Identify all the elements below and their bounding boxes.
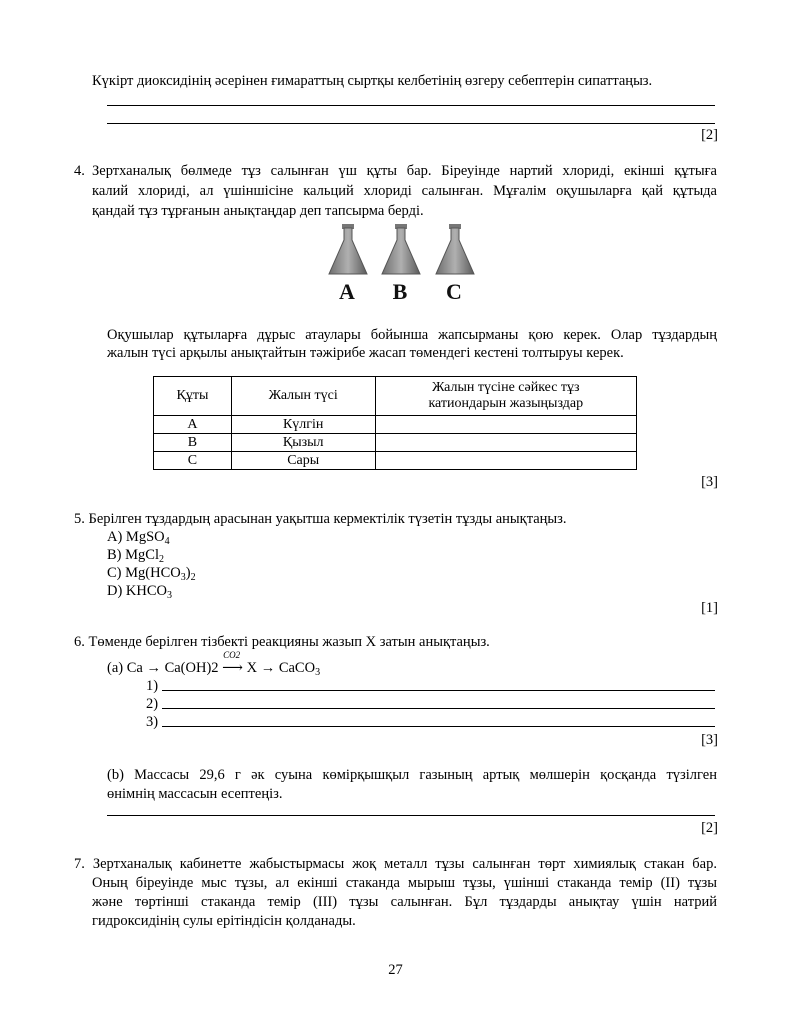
table-header-row xyxy=(154,377,637,416)
q4-para-1: Оқушылар құтыларға дұрыс атаулары бойынша жапсырманы қою керек. Олар тұздардың xyxy=(107,327,717,343)
flask-label-a: A xyxy=(339,279,355,302)
cell-color: Қызыл xyxy=(231,434,375,452)
flask-c-icon xyxy=(436,224,474,274)
answer-line[interactable] xyxy=(107,123,715,124)
flask-label-b: B xyxy=(392,279,408,302)
answer-line[interactable] xyxy=(107,105,715,106)
q5-marks: [1] xyxy=(701,600,718,616)
answer-line[interactable] xyxy=(162,708,715,709)
q4-marks: [3] xyxy=(701,474,718,490)
q5-option-d[interactable]: D) $KHCO_3$ xyxy=(107,583,173,601)
blank-label-1: 1) xyxy=(146,678,159,694)
q4-para-2: жалын түсі арқылы анықтайтын тәжірибе жасап төмендегі кестені толтыруы керек. xyxy=(107,345,624,361)
q4-number: 4. xyxy=(74,163,85,179)
cell-flask: B xyxy=(154,434,232,452)
answer-line[interactable] xyxy=(107,815,715,816)
q5-option-a[interactable]: A) MgSO$_4$ xyxy=(107,529,170,547)
header-cations: Жалын түсіне сәйкес тұз катиондарын жазыңыздар xyxy=(375,377,636,416)
co2-label: CO2 xyxy=(223,650,241,660)
cell-answer[interactable] xyxy=(375,434,636,452)
header-flame-color: Жалын түсі xyxy=(231,377,375,416)
table-row xyxy=(154,416,637,434)
header-flask: Құты xyxy=(154,377,232,416)
q7-line-2: Оның біреуінде мыс тұзы, ал екінші стаканда мырыш тұзы, үшінші стаканда темір (II) тұзы xyxy=(92,875,717,891)
q6-text: 6. Төменде берілген тізбекті реакцияны жазып X затын анықтаңыз. xyxy=(74,634,490,650)
flasks-illustration xyxy=(328,222,478,302)
page-number: 27 xyxy=(388,962,403,978)
answer-line[interactable] xyxy=(162,726,715,727)
blank-label-3: 3) xyxy=(146,714,159,730)
q7-line-4: гидроксидінің сулы ерітіндісін қолданады. xyxy=(92,913,356,929)
cell-color: Күлгін xyxy=(231,416,375,434)
flask-label-c: C xyxy=(446,279,462,302)
q6a-marks: [3] xyxy=(701,732,718,748)
answer-line[interactable] xyxy=(162,690,715,691)
q4-line-1: Зертханалық бөлмеде тұз салынған үш құты бар. Біреуінде нартий хлориді, екінші құтыға xyxy=(92,163,717,179)
q3-marks: [2] xyxy=(701,127,718,143)
cell-flask: A xyxy=(154,416,232,434)
q6b-marks: [2] xyxy=(701,820,718,836)
q6b-line-2: өнімнің массасын есептеңіз. xyxy=(107,786,283,802)
blank-label-2: 2) xyxy=(146,696,159,712)
q6b-line-1: (b) Массасы 29,6 г әк суына көмірқышқыл газының артық мөлшерін қосқанда түзілген xyxy=(107,767,717,783)
q6-chain: (a) Ca → Ca(OH)2 CO2 ⟶ X → CaCO$_3$ xyxy=(107,650,321,678)
q4-line-3: қандай тұз тұрғанын анықтаңдар деп тапсырма берді. xyxy=(92,203,424,219)
flame-color-table xyxy=(153,376,637,470)
cell-answer[interactable] xyxy=(375,416,636,434)
q7-line-3: және төртінші стаканда темір (III) тұзы салынған. Бұл тұздарды анықтау үшін натрий xyxy=(92,894,717,910)
table-row xyxy=(154,434,637,452)
table-row xyxy=(154,452,637,470)
flask-a-icon xyxy=(329,224,367,274)
cell-answer[interactable] xyxy=(375,452,636,470)
cell-flask: C xyxy=(154,452,232,470)
flask-b-icon xyxy=(382,224,420,274)
q5-option-b[interactable]: B) MgCl$_2$ xyxy=(107,547,164,565)
q5-option-c[interactable]: C) $Mg(HCO_3)_2$ xyxy=(107,565,196,583)
q3-text: Күкірт диоксидінің әсерінен ғимараттың сыртқы келбетінің өзгеру себептерін сипаттаңыз. xyxy=(92,73,653,89)
q5-text: 5. Берілген тұздардың арасынан уақытша кермектілік түзетін тұзды анықтаңыз. xyxy=(74,511,567,527)
cell-color: Сары xyxy=(231,452,375,470)
q4-line-2: калий хлориді, ал үшіншісіне кальций хлориді салынған. Мұғалім оқушыларға қай құтыда xyxy=(92,183,717,199)
q7-line-1: 7. Зертханалық кабинетте жабыстырмасы жоқ металл тұзы салынған төрт химиялық стакан бар. xyxy=(74,856,717,872)
